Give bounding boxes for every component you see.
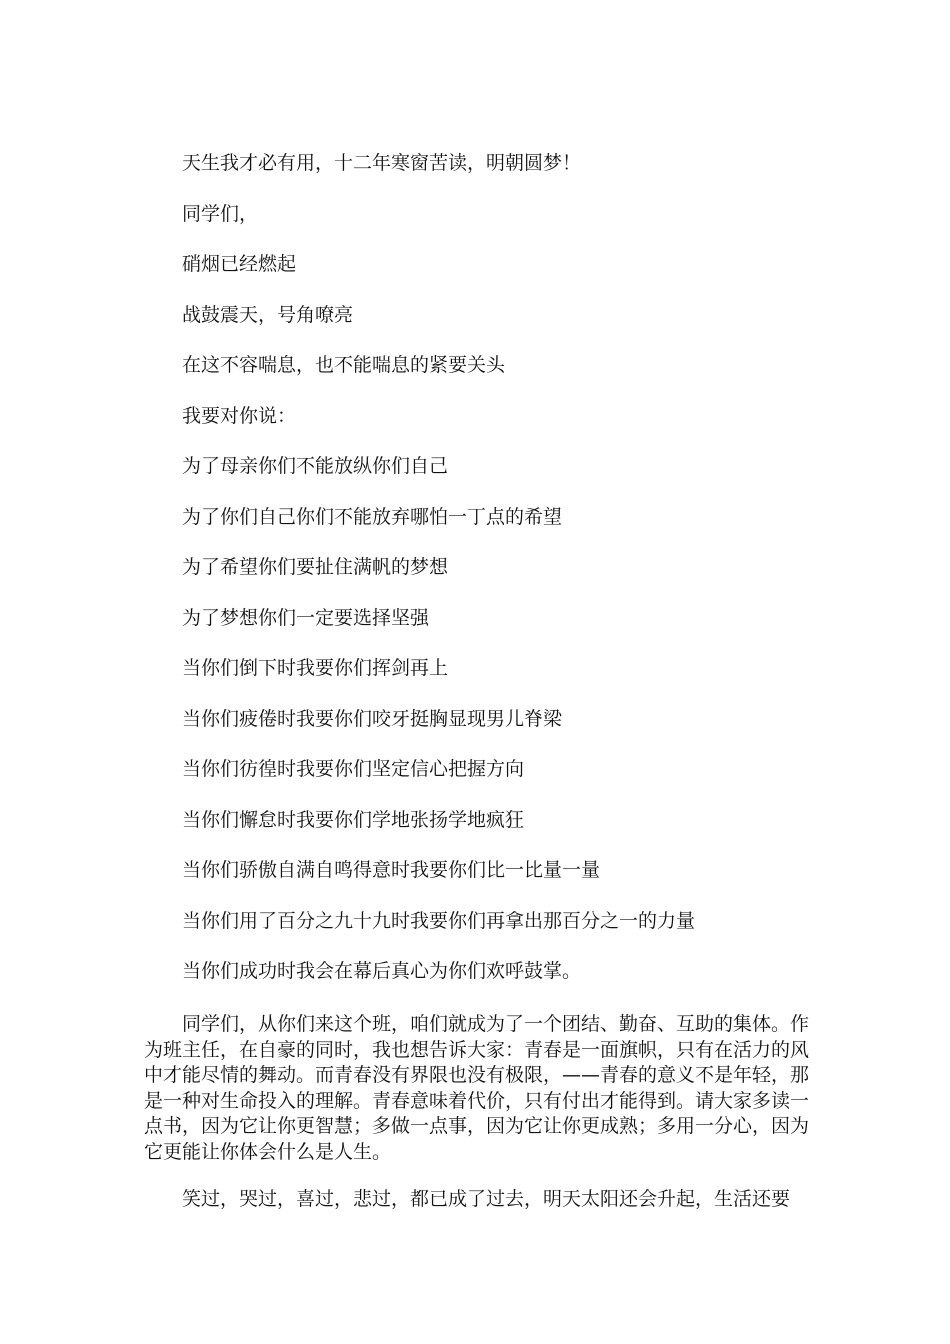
body-paragraph: 同学们，从你们来这个班，咱们就成为了一个团结、勤奋、互助的集体。作为班主任，在自豪的同时，我也想告诉大家：青春是一面旗帜，只有在活力的风中才能尽情的舞动。而青春没有界限也没有极限，——青春的意义不是年轻，那是一种对生命投入的理解。青春意味着代价，只有付出才能得到。请大家多读一点书，因为它让你更智慧；多做一点事，因为它让你更成熟；多用一分心，因为它更能让你体会什么是人生。 — [144, 1013, 810, 1163]
text-line: 我要对你说： — [182, 405, 297, 427]
text-line: 硝烟已经燃起 — [182, 253, 297, 275]
text-line: 当你们用了百分之九十九时我要你们再拿出那百分之一的力量 — [182, 910, 696, 932]
text-line: 当你们成功时我会在幕后真心为你们欢呼鼓掌。 — [182, 960, 582, 982]
text-line: 在这不容喘息，也不能喘息的紧要关头 — [182, 354, 506, 376]
text-line: 为了你们自己你们不能放弃哪怕一丁点的希望 — [182, 506, 563, 528]
text-line: 当你们懈怠时我要你们学地张扬学地疯狂 — [182, 809, 525, 831]
text-line: 为了母亲你们不能放纵你们自己 — [182, 455, 449, 477]
text-line: 当你们疲倦时我要你们咬牙挺胸显现男儿脊梁 — [182, 708, 563, 730]
text-line: 战鼓震天，号角嘹亮 — [182, 304, 354, 326]
text-line: 同学们， — [182, 203, 259, 225]
body-paragraph: 笑过，哭过，喜过，悲过，都已成了过去，明天太阳还会升起，生活还要 — [182, 1188, 791, 1210]
text-line: 为了希望你们要扯住满帆的梦想 — [182, 556, 449, 578]
text-line: 当你们倒下时我要你们挥剑再上 — [182, 657, 449, 679]
text-line: 当你们彷徨时我要你们坚定信心把握方向 — [182, 758, 525, 780]
text-line: 当你们骄傲自满自鸣得意时我要你们比一比量一量 — [182, 859, 601, 881]
text-line: 天生我才必有用，十二年寒窗苦读，明朝圆梦！ — [182, 152, 582, 174]
text-line: 为了梦想你们一定要选择坚强 — [182, 607, 430, 629]
